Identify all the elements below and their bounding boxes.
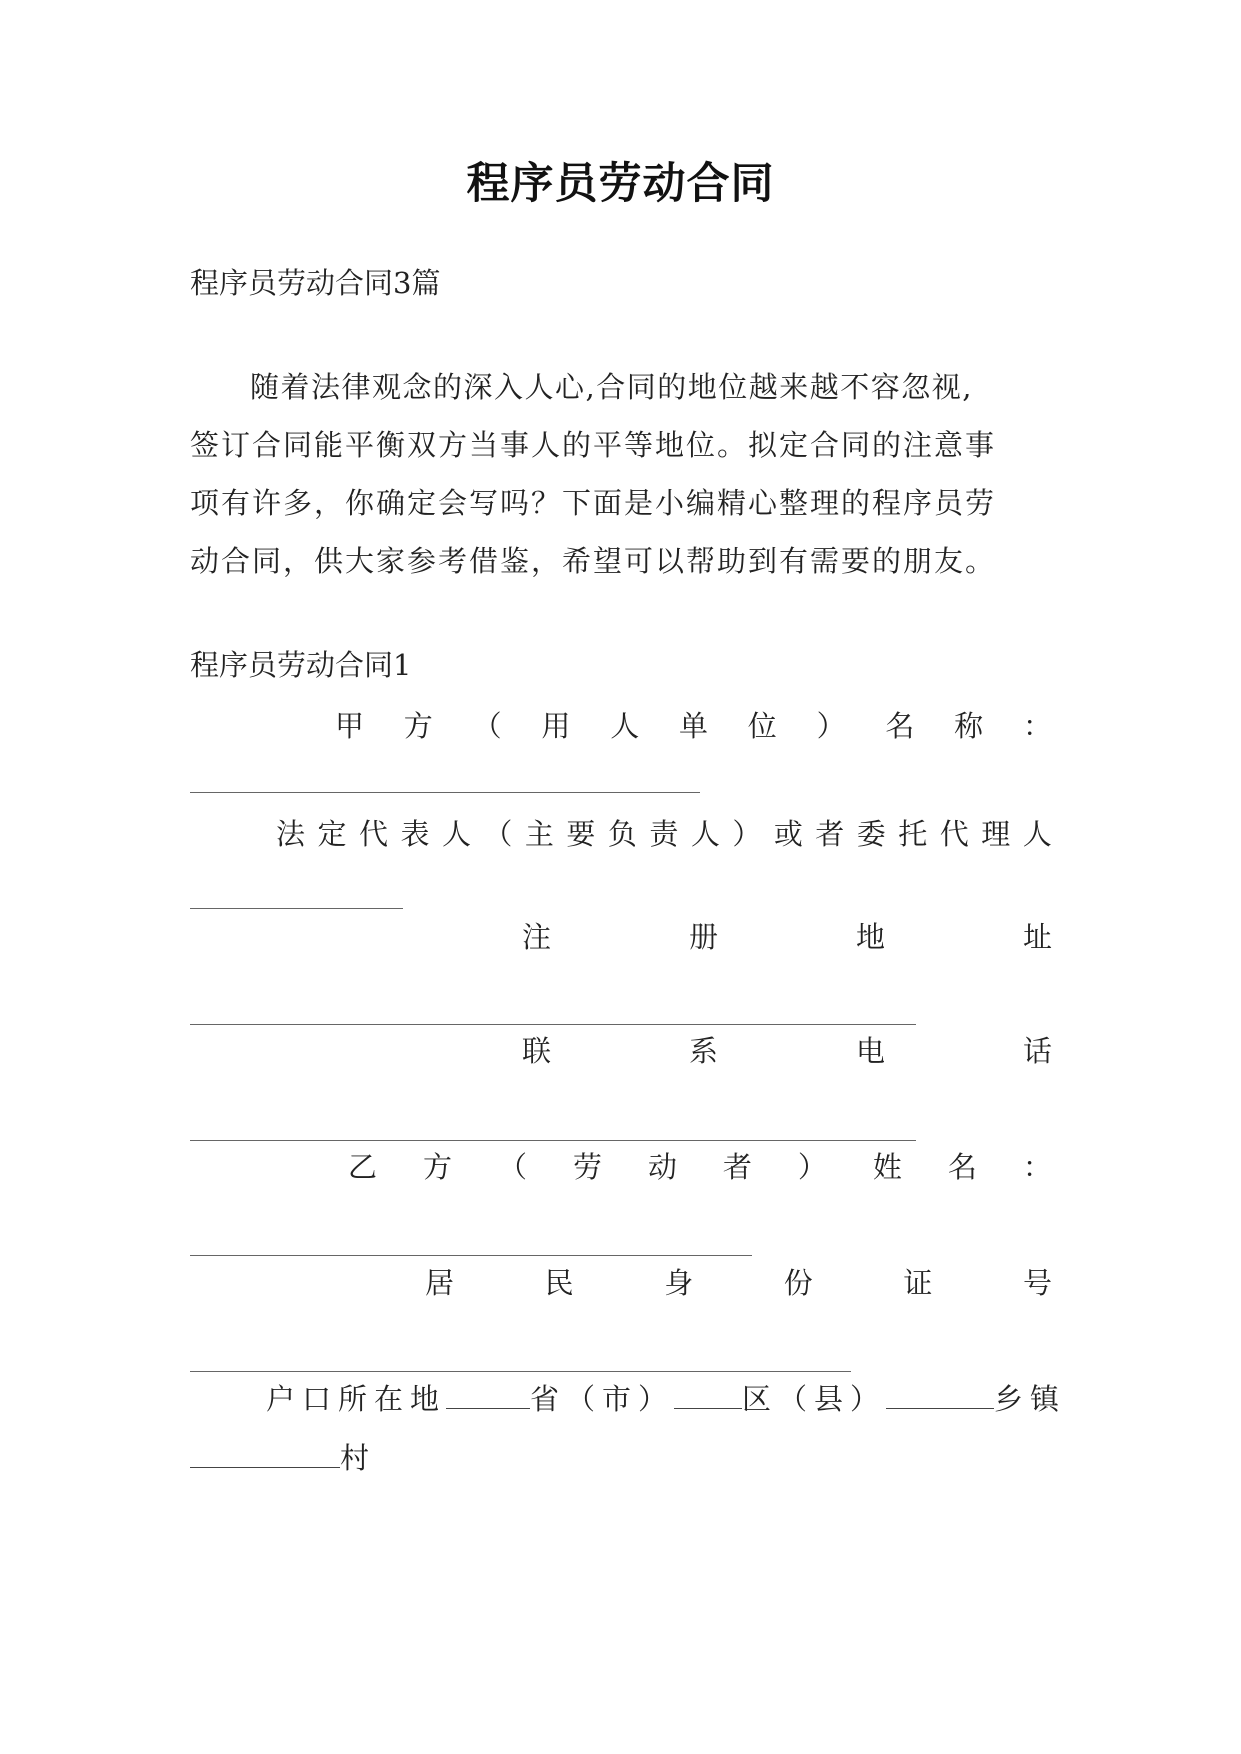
intro-line: 项有许多，你确定会写吗？下面是小编精心整理的程序员劳 bbox=[190, 486, 997, 520]
reg-address-blank[interactable] bbox=[190, 1024, 916, 1025]
label-char: 代 bbox=[939, 817, 969, 851]
legal-rep-blank[interactable] bbox=[190, 908, 403, 909]
label-char: 托 bbox=[898, 817, 928, 851]
label-char: 人 bbox=[690, 817, 720, 851]
id-number-blank[interactable] bbox=[190, 1371, 851, 1372]
village-line bbox=[190, 1437, 1052, 1478]
label-char: 方 bbox=[403, 709, 433, 743]
intro-line: 动合同，供大家参考借鉴，希望可以帮助到有需要的朋友。 bbox=[190, 544, 997, 578]
label-char: 系 bbox=[688, 1034, 718, 1068]
document-subtitle: 程序员劳动合同3篇 bbox=[190, 266, 441, 300]
label-char: 号 bbox=[1022, 1266, 1052, 1300]
intro-line: 随着法律观念的深入人心,合同的地位越来越不容忽视, bbox=[250, 370, 973, 404]
label-char: 电 bbox=[855, 1034, 885, 1068]
intro-line: 签订合同能平衡双方当事人的平等地位。拟定合同的注意事 bbox=[190, 428, 997, 462]
label-char: 证 bbox=[903, 1266, 933, 1300]
label-char: （ bbox=[472, 709, 502, 743]
label-char: 注 bbox=[522, 920, 552, 954]
town-blank[interactable] bbox=[886, 1378, 994, 1409]
label-char: 者 bbox=[722, 1150, 752, 1184]
label-char: 理 bbox=[981, 817, 1011, 851]
party-a-name-blank[interactable] bbox=[190, 792, 700, 793]
label-char: 代 bbox=[358, 817, 388, 851]
label-char: 称 bbox=[954, 709, 984, 743]
label-char: 动 bbox=[647, 1150, 677, 1184]
label-char: ） bbox=[732, 817, 762, 851]
hukou-label: 户口所在地 bbox=[266, 1382, 447, 1416]
label-char: 份 bbox=[783, 1266, 813, 1300]
label-char: 身 bbox=[664, 1266, 694, 1300]
province-label: 省（市） bbox=[530, 1382, 675, 1416]
label-char: ） bbox=[816, 709, 846, 743]
section-heading: 程序员劳动合同1 bbox=[190, 648, 412, 682]
label-char: 甲 bbox=[335, 709, 365, 743]
label-char: 地 bbox=[855, 920, 885, 954]
id-number-label bbox=[425, 1263, 1052, 1303]
label-char: 劳 bbox=[572, 1150, 602, 1184]
label-char: ： bbox=[1022, 709, 1052, 743]
label-char: ） bbox=[797, 1150, 827, 1184]
label-char: 位 bbox=[747, 709, 777, 743]
label-char: 主 bbox=[524, 817, 554, 851]
town-label: 乡镇 bbox=[994, 1382, 1067, 1416]
label-char: 单 bbox=[678, 709, 708, 743]
document-title: 程序员劳动合同 bbox=[466, 159, 775, 209]
phone-label bbox=[522, 1031, 1052, 1071]
label-char: 册 bbox=[688, 920, 718, 954]
label-char: 名 bbox=[885, 709, 915, 743]
phone-blank[interactable] bbox=[190, 1140, 916, 1141]
label-char: 法 bbox=[276, 817, 306, 851]
party-b-name-blank[interactable] bbox=[190, 1255, 752, 1256]
label-char: 人 bbox=[610, 709, 640, 743]
label-char: 责 bbox=[649, 817, 679, 851]
label-char: 址 bbox=[1022, 920, 1052, 954]
party-b-name-label bbox=[348, 1147, 1052, 1187]
label-char: 方 bbox=[422, 1150, 452, 1184]
province-blank[interactable] bbox=[446, 1378, 530, 1409]
legal-rep-label bbox=[276, 814, 1052, 854]
label-char: ： bbox=[1022, 1150, 1052, 1184]
label-char: 名 bbox=[947, 1150, 977, 1184]
reg-address-label bbox=[522, 917, 1052, 957]
label-char: （ bbox=[497, 1150, 527, 1184]
label-char: 委 bbox=[856, 817, 886, 851]
district-label: 区（县） bbox=[742, 1382, 887, 1416]
label-char: 居 bbox=[425, 1266, 455, 1300]
label-char: （ bbox=[483, 817, 513, 851]
label-char: 人 bbox=[441, 817, 471, 851]
label-char: 定 bbox=[317, 817, 347, 851]
label-char: 人 bbox=[1022, 817, 1052, 851]
label-char: 要 bbox=[566, 817, 596, 851]
label-char: 话 bbox=[1022, 1034, 1052, 1068]
label-char: 联 bbox=[522, 1034, 552, 1068]
label-char: 或 bbox=[773, 817, 803, 851]
hukou-line bbox=[266, 1378, 1067, 1419]
label-char: 者 bbox=[815, 817, 845, 851]
label-char: 负 bbox=[607, 817, 637, 851]
label-char: 姓 bbox=[872, 1150, 902, 1184]
label-char: 民 bbox=[544, 1266, 574, 1300]
district-blank[interactable] bbox=[674, 1378, 742, 1409]
village-blank[interactable] bbox=[190, 1437, 340, 1468]
label-char: 乙 bbox=[348, 1150, 378, 1184]
village-label: 村 bbox=[340, 1441, 370, 1475]
label-char: 用 bbox=[541, 709, 571, 743]
label-char: 表 bbox=[400, 817, 430, 851]
party-a-name-label bbox=[335, 706, 1052, 746]
